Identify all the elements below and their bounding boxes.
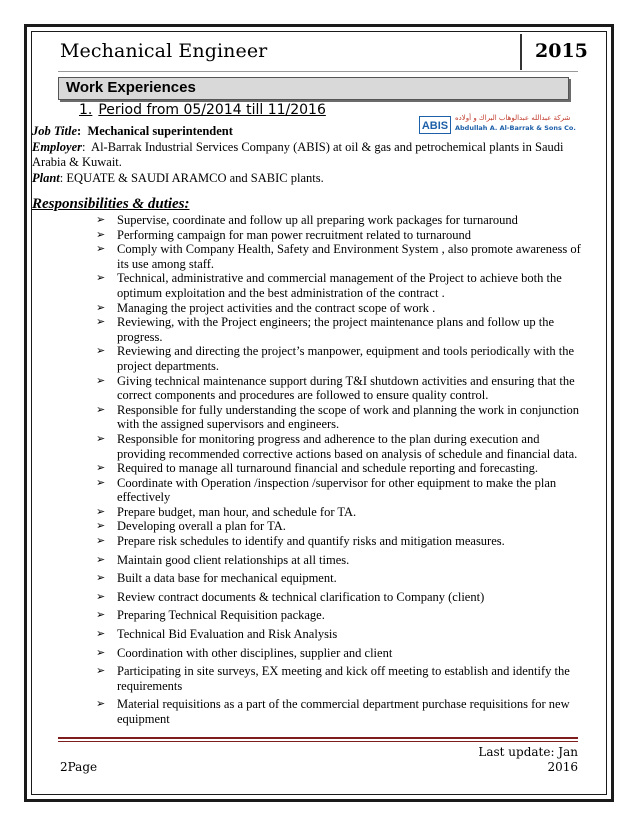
duty-text: Giving technical maintenance support during T&I shutdown activities and ensuring that the correct components and procedures are followed to ensure quality control. — [117, 373, 575, 403]
arrow-bullet-icon: ➢ — [96, 664, 106, 678]
duty-item — [96, 627, 582, 642]
footer-update-label: Last update: Jan — [478, 745, 578, 759]
arrow-bullet-icon: ➢ — [96, 227, 106, 241]
arrow-bullet-icon: ➢ — [96, 271, 106, 285]
duties-list — [96, 213, 582, 727]
duty-item — [96, 646, 582, 661]
duty-text: Technical, administrative and commercial management of the Project to achieve both the optimum exploitation and the best administration of the contract . — [117, 271, 562, 300]
arrow-bullet-icon: ➢ — [96, 645, 106, 659]
duty-text: Reviewing and directing the project’s manpower, equipment and tools periodically with the project departments. — [117, 344, 575, 373]
duty-text: Coordinate with Operation /inspection /supervisor for other equipment to make the plan effectively — [117, 475, 557, 505]
arrow-bullet-icon: ➢ — [96, 344, 106, 358]
period-text: Period from 05/2014 till 11/2016 — [98, 102, 326, 118]
arrow-bullet-icon: ➢ — [96, 697, 106, 711]
footer-rule-thin — [58, 741, 578, 742]
duty-text: Prepare budget, man hour, and schedule for TA. — [117, 504, 357, 519]
duty-item — [96, 403, 582, 432]
arrow-bullet-icon: ➢ — [96, 402, 106, 416]
duty-item — [96, 301, 582, 316]
duty-item — [96, 519, 582, 534]
duty-text: Participating in site surveys, EX meeting and kick off meeting to establish and identify the requirements — [117, 664, 570, 693]
arrow-bullet-icon: ➢ — [96, 519, 106, 533]
duty-item — [96, 553, 582, 568]
header-divider — [520, 34, 522, 70]
arrow-bullet-icon: ➢ — [96, 461, 106, 475]
arrow-bullet-icon: ➢ — [96, 475, 106, 489]
duty-text: Responsible for fully understanding the scope of work and planning the work in conjunction with the assigned supervisors and engineers. — [117, 402, 580, 432]
employer-value: Al-Barrak Industrial Services Company (ABIS) at oil & gas and petrochemical plants in Saudi Arabia & Kuwait. — [32, 139, 564, 169]
duty-text: Maintain good client relationships at all times. — [117, 552, 350, 567]
duty-item — [96, 432, 582, 461]
duty-text: Prepare risk schedules to identify and quantify risks and mitigation measures. — [117, 534, 505, 549]
duty-item — [96, 664, 582, 693]
period-number: 1. — [79, 102, 93, 118]
duty-text: Reviewing, with the Project engineers; the project maintenance plans and follow up the progress. — [117, 315, 555, 344]
arrow-bullet-icon: ➢ — [96, 589, 106, 603]
job-title-line: Job Title: Mechanical superintendent — [32, 124, 233, 138]
logo-arabic-text: شركة عبدالله عبدالوهاب البراك و أولاده — [455, 114, 571, 122]
duty-item — [96, 228, 582, 243]
arrow-bullet-icon: ➢ — [96, 431, 106, 445]
job-title-label: Job Title — [32, 124, 78, 138]
footer-rule-thick — [58, 737, 578, 739]
duty-text: Technical Bid Evaluation and Risk Analysis — [117, 627, 338, 642]
arrow-bullet-icon: ➢ — [96, 534, 106, 548]
header-rule — [58, 71, 578, 72]
section-heading: Work Experiences — [66, 79, 196, 96]
duty-text: Built a data base for mechanical equipment. — [117, 571, 337, 586]
duty-text: Preparing Technical Requisition package. — [117, 608, 325, 623]
section-heading-box — [58, 77, 569, 100]
duty-text: Performing campaign for man power recruitment related to turnaround — [117, 227, 472, 242]
job-info — [32, 124, 572, 186]
duty-text: Coordination with other disciplines, supplier and client — [117, 645, 393, 660]
employer-line: Employer: Al-Barrak Industrial Services Company (ABIS) at oil & gas and petrochemical plants in Saudi Arabia & Kuwait. — [32, 139, 564, 169]
period-line — [79, 102, 326, 118]
arrow-bullet-icon: ➢ — [96, 315, 106, 329]
duty-item — [96, 534, 582, 549]
plant-label: Plant — [32, 170, 60, 185]
duty-text: Managing the project activities and the contract scope of work . — [117, 300, 436, 315]
duty-item — [96, 476, 582, 505]
plant-value: EQUATE & SAUDI ARAMCO and SABIC plants. — [66, 170, 324, 185]
duty-item — [96, 608, 582, 623]
duty-text: Required to manage all turnaround financial and schedule reporting and forecasting. — [117, 461, 539, 476]
employer-label: Employer — [32, 139, 82, 154]
duty-item — [96, 505, 582, 520]
duty-item — [96, 213, 582, 228]
header-title: Mechanical Engineer — [60, 40, 268, 62]
arrow-bullet-icon: ➢ — [96, 552, 106, 566]
arrow-bullet-icon: ➢ — [96, 571, 106, 585]
plant-line: Plant: EQUATE & SAUDI ARAMCO and SABIC plants. — [32, 170, 324, 185]
duty-item — [96, 374, 582, 403]
duty-item — [96, 271, 582, 300]
arrow-bullet-icon: ➢ — [96, 213, 106, 226]
duty-item — [96, 697, 582, 726]
arrow-bullet-icon: ➢ — [96, 608, 106, 622]
duty-text: Responsible for monitoring progress and adherence to the plan during execution and providing recommended corrective actions based on analysis of schedule and financial data. — [117, 431, 578, 461]
footer-page-number: 2Page — [60, 760, 98, 774]
responsibilities-heading: Responsibilities & duties: — [32, 196, 190, 212]
logo-mark: ABIS — [421, 120, 449, 132]
duty-text: Review contract documents & technical clarification to Company (client) — [117, 589, 485, 604]
duty-text: Developing overall a plan for TA. — [117, 519, 286, 534]
arrow-bullet-icon: ➢ — [96, 300, 106, 314]
duty-item — [96, 315, 582, 344]
duty-item — [96, 242, 582, 271]
duty-item — [96, 461, 582, 476]
arrow-bullet-icon: ➢ — [96, 627, 106, 641]
arrow-bullet-icon: ➢ — [96, 373, 106, 387]
duty-item — [96, 590, 582, 605]
logo-english-text: Abdullah A. Al-Barrak & Sons Co. — [455, 124, 576, 132]
duty-text: Supervise, coordinate and follow up all preparing work packages for turnaround — [117, 213, 518, 227]
arrow-bullet-icon: ➢ — [96, 242, 106, 256]
footer-last-update — [478, 745, 578, 775]
job-title-value: Mechanical superintendent — [87, 124, 233, 138]
duty-item — [96, 571, 582, 586]
footer-update-year: 2016 — [547, 760, 578, 774]
header-year: 2015 — [535, 40, 588, 62]
arrow-bullet-icon: ➢ — [96, 504, 106, 518]
duty-item — [96, 344, 582, 373]
duty-text: Material requisitions as a part of the commercial department purchase requisitions for new equipment — [117, 697, 570, 726]
duty-text: Comply with Company Health, Safety and Environment System , also promote awareness of its use among staff. — [117, 242, 581, 271]
